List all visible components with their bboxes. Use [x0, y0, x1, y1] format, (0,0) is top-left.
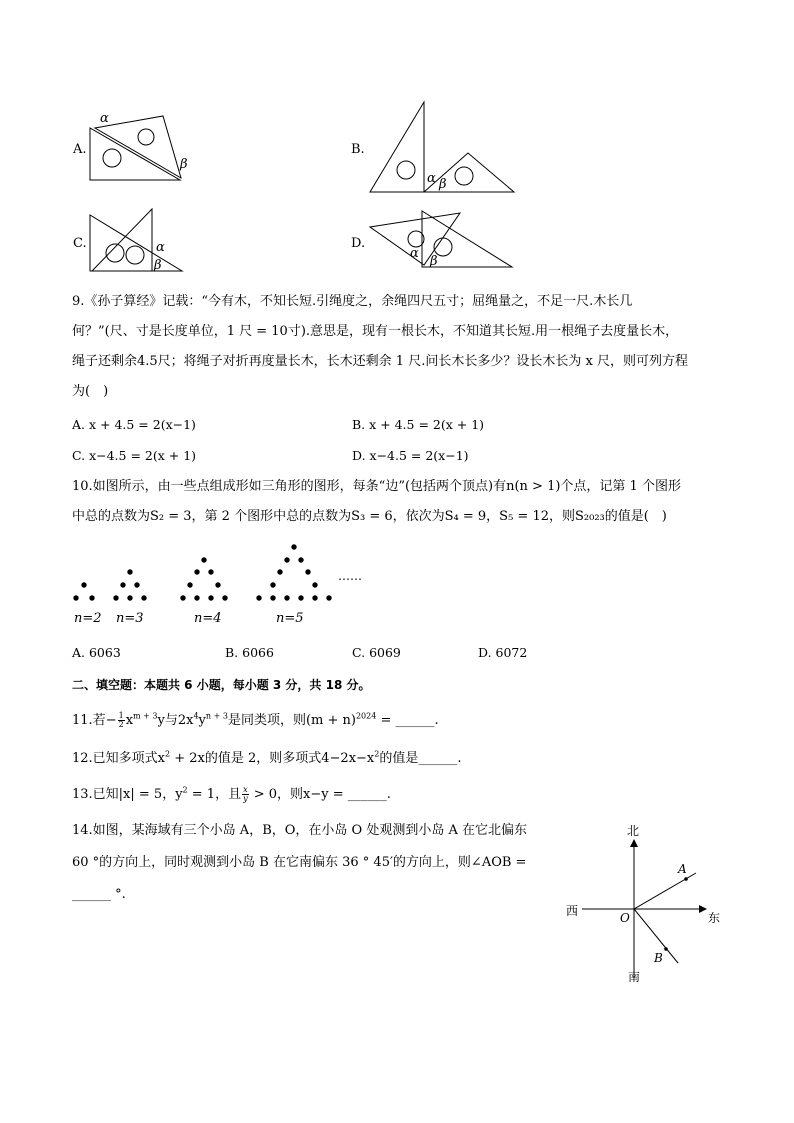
q14-line-1: 14.如图，某海域有三个小岛 A，B，O，在小岛 O 处观测到小岛 A 在它北偏东	[72, 823, 527, 838]
q9-option-b: B. x + 4.5 = 2(x + 1)	[352, 417, 485, 432]
q12-answer-blank[interactable]: 的值是______.	[379, 751, 462, 766]
q13-line: 13.已知|x| = 5，$y^2 = 1$，且 $\frac{x}{y}$ > 0，则x−y = ______.	[72, 785, 391, 803]
q10-label-n3: n=3	[116, 611, 144, 626]
q8-c-beta: β	[154, 258, 162, 273]
label-o: O	[620, 911, 630, 925]
q10-option-d: D. 6072	[478, 645, 528, 660]
q14-line-3[interactable]: ______ °.	[72, 887, 126, 902]
q8-d-alpha: α	[410, 246, 419, 261]
q14-line-2: 60 °的方向上，同时观测到小岛 B 在它南偏东 36 ° 45′的方向上，则∠AOB =	[72, 855, 527, 870]
q10-ellipsis: ……	[338, 569, 362, 583]
q8-option-c-label: C.	[73, 236, 87, 251]
q9-line-3: 绳子还剩余4.5尺；将绳子对折再度量长木，长木还剩余 1 尺.问长木长多少？设长木长为 x 尺，则可列方程	[72, 354, 688, 369]
q10-label-n2: n=2	[74, 611, 102, 626]
q9-line-4: 为( )	[72, 384, 109, 399]
q10-label-n4: n=4	[194, 611, 222, 626]
q8-d-beta: β	[430, 254, 438, 269]
q8-option-d-figure	[350, 205, 520, 275]
q10-option-a: A. 6063	[72, 645, 121, 660]
q10-option-c: C. 6069	[352, 645, 401, 660]
q13-answer-blank[interactable]: > 0，则x−y = ______.	[249, 787, 391, 802]
q8-option-b-figure	[350, 98, 530, 198]
q11-line: 11.若− $\frac{1}{2}$ $x^{m + 3}y$与$2x^4y^{n + 3}$是同类项，则$(m + n)^{2024}$ = ______.	[72, 711, 439, 729]
q9-option-d: D. x−4.5 = 2(x−1)	[352, 448, 469, 463]
q13-fraction: $\frac{x}{y}$	[243, 785, 248, 803]
label-east: 东	[708, 911, 721, 925]
q8-option-d-label: D.	[351, 236, 366, 251]
q8-option-a-label: A.	[73, 142, 87, 157]
q9-option-c: C. x−4.5 = 2(x + 1)	[72, 448, 197, 463]
label-west: 西	[566, 904, 579, 918]
q9-line-2: 何？”(尺、寸是长度单位，1 尺 = 10寸).意思是，现有一根长木，不知道其长短.用一根绳子去度量长木，	[72, 324, 679, 339]
section-2-title: 二、填空题：本题共 6 小题，每小题 3 分，共 18 分。	[72, 678, 371, 692]
q8-option-c-figure	[70, 205, 200, 280]
q10-dot-figure	[72, 540, 392, 630]
q9-option-a: A. x + 4.5 = 2(x−1)	[72, 417, 196, 432]
label-south: 南	[628, 970, 641, 984]
label-b: B	[654, 951, 663, 965]
q8-c-alpha: α	[156, 240, 165, 255]
q10-option-b: B. 6066	[225, 645, 274, 660]
q8-b-alpha: α	[427, 171, 436, 186]
q9-line-1: 9.《孙子算经》记载：“今有木，不知长短.引绳度之，余绳四尺五寸；屈绳量之，不足一尺.木长几	[72, 294, 633, 309]
q10-line-2: 中总的点数为S₂ = 3，第 2 个图形中总的点数为S₃ = 6，依次为S₄ = 9，S₅ = 12，则S₂₀₂₃的值是( )	[72, 509, 667, 524]
label-north: 北	[627, 824, 640, 838]
q8-a-beta: β	[180, 157, 188, 172]
q12-line: 12.已知多项式$x^2 + 2x$的值是 2，则多项式$4-2x-x^2$的值是______.	[72, 749, 462, 766]
q8-option-b-label: B.	[351, 142, 365, 157]
label-a: A	[678, 862, 687, 876]
q8-a-alpha: α	[100, 111, 109, 126]
q8-b-beta: β	[439, 177, 447, 192]
q11-answer-blank[interactable]: = ______.	[376, 713, 439, 728]
q11-prefix: 11.若	[72, 713, 106, 728]
q14-compass-figure	[560, 818, 730, 988]
q8-option-a-figure	[70, 100, 200, 185]
q11-fraction: $\frac{1}{2}$	[118, 711, 124, 729]
q10-label-n5: n=5	[276, 611, 304, 626]
q10-line-1: 10.如图所示，由一些点组成形如三角形的图形，每条“边”(包括两个顶点)有n(n > 1)个点，记第 1 个图形	[72, 479, 681, 494]
